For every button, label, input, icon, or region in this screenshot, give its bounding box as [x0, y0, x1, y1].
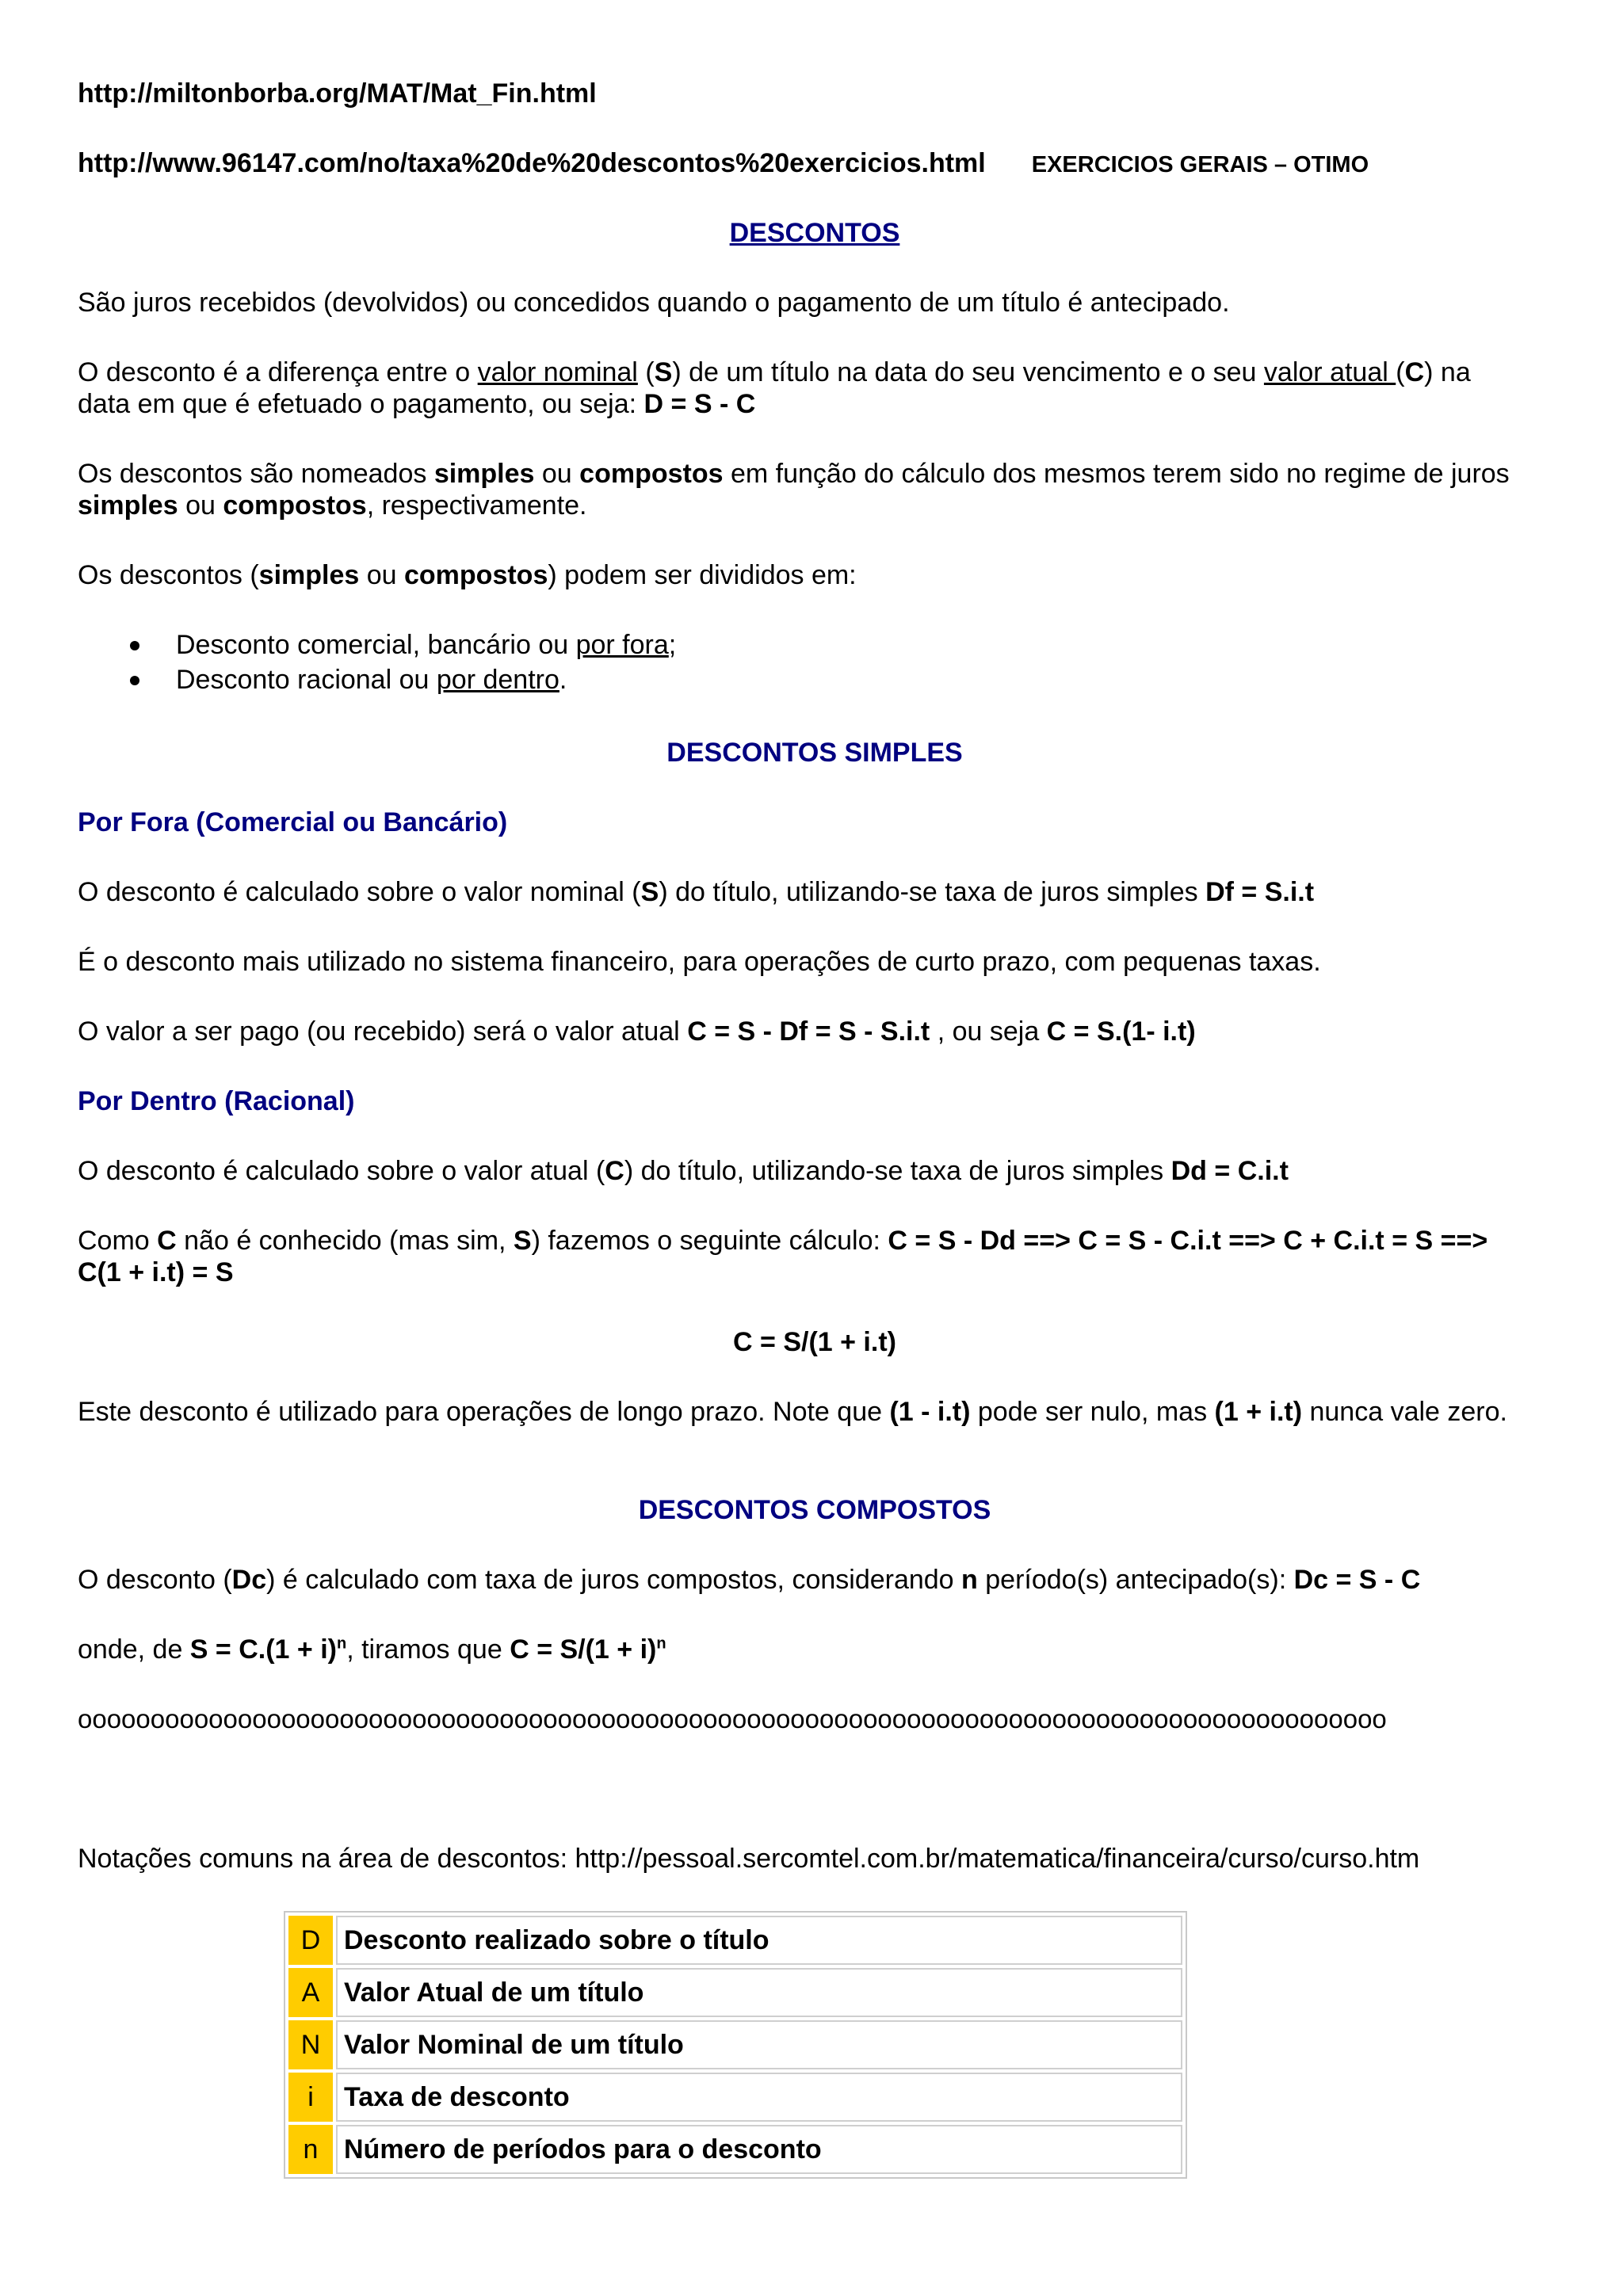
descontos-compostos-title: DESCONTOS COMPOSTOS	[638, 1495, 991, 1525]
por-dentro-title: Por Dentro (Racional)	[78, 1086, 355, 1116]
por-dentro-formula: C = S/(1 + i.t)	[733, 1327, 896, 1357]
notation-symbol: A	[288, 1968, 333, 2017]
bullet-icon	[130, 676, 139, 685]
bullet-icon	[130, 641, 139, 650]
link-note: EXERCICIOS GERAIS – OTIMO	[1031, 152, 1369, 177]
c1-text-a: O desconto (	[78, 1565, 232, 1595]
link-exercicios-line	[78, 147, 1552, 181]
notation-description: Valor Nominal de um título	[336, 2020, 1182, 2069]
p4-simples: simples	[258, 560, 360, 590]
bullet-text: Desconto comercial, bancário ou	[176, 630, 576, 660]
c2-formula-1: S = C.(1 + i)	[189, 1634, 337, 1665]
pd1-symbol-c: C	[605, 1156, 624, 1186]
p2-valor-nominal: valor nominal	[477, 357, 638, 387]
pf1-text-a: O desconto é calculado sobre o valor nominal (	[78, 877, 641, 907]
p3-simples: simples	[433, 459, 535, 489]
pd3-expr-1: (1 - i.t)	[889, 1397, 971, 1427]
notation-description: Valor Atual de um título	[336, 1968, 1182, 2017]
p4-text-a: Os descontos (	[78, 560, 259, 590]
pd3-text-a: Este desconto é utilizado para operações de longo prazo. Note que	[78, 1397, 890, 1427]
table-row	[288, 2020, 1182, 2069]
descontos-simples-title: DESCONTOS SIMPLES	[666, 738, 963, 768]
pd2-derivation: C = S - Dd ==> C = S - C.i.t ==> C + C.i.t = S ==>	[888, 1226, 1488, 1256]
p3-text-g: ou	[178, 490, 223, 521]
c2-exponent-2: n	[656, 1634, 666, 1653]
table-row	[288, 2073, 1182, 2122]
por-fora-p1	[78, 876, 1552, 908]
p4-text-e: ) podem ser divididos em:	[548, 560, 857, 590]
pd1-formula: Dd = C.i.t	[1170, 1156, 1289, 1186]
list-item	[78, 662, 1552, 697]
p2-symbol-s: S	[654, 357, 673, 387]
p2-valor-atual: valor atual	[1263, 357, 1396, 387]
descontos-p4	[78, 559, 1552, 591]
p4-text-c: ou	[359, 560, 404, 590]
separator-line: oooooooooooooooooooooooooooooooooooooooooooooooooooooooooooooooooooooooooooooooooooooooooo	[78, 1704, 1387, 1733]
c1-text-e: período(s) antecipado(s):	[977, 1565, 1294, 1595]
pf1-symbol-s: S	[640, 877, 659, 907]
pd2-symbol-c: C	[157, 1226, 177, 1256]
p3-text-a: Os descontos são nomeados	[78, 459, 434, 489]
pd3-text-c: pode ser nulo, mas	[970, 1397, 1215, 1427]
c2-text-a: onde, de	[78, 1634, 190, 1665]
pd2-text-c: não é conhecido (mas sim,	[176, 1226, 514, 1256]
pd2-text-a: Como	[78, 1226, 158, 1256]
pf1-formula: Df = S.i.t	[1205, 877, 1315, 907]
pd2-text-e: ) fazemos o seguinte cálculo:	[531, 1226, 888, 1256]
p2-text-c: (	[637, 357, 655, 387]
pf3-text-c: , ou seja	[930, 1016, 1047, 1047]
c1-symbol-n: n	[961, 1565, 978, 1595]
notation-description: Número de períodos para o desconto	[336, 2125, 1182, 2174]
bullet-underlined: por dentro	[436, 665, 559, 695]
table-row	[288, 2125, 1182, 2174]
p3-text-c: ou	[534, 459, 580, 489]
c1-formula: Dc = S - C	[1293, 1565, 1421, 1595]
bullet-text: Desconto racional ou	[176, 665, 437, 695]
descontos-p2	[78, 357, 1552, 420]
table-row	[288, 1916, 1182, 1965]
notation-symbol: N	[288, 2020, 333, 2069]
p3-compostos: compostos	[579, 459, 724, 489]
compostos-p1	[78, 1564, 1552, 1596]
p3-text-i: , respectivamente.	[366, 490, 587, 521]
c1-text-c: ) é calculado com taxa de juros compostos, considerando	[266, 1565, 962, 1595]
notation-symbol: n	[288, 2125, 333, 2174]
p2-text-g: (	[1396, 357, 1405, 387]
bullet-underlined: por fora	[575, 630, 669, 660]
link-96147[interactable]: http://www.96147.com/no/taxa%20de%20descontos%20exercicios.html	[78, 148, 986, 178]
notation-symbol: D	[288, 1916, 333, 1965]
por-dentro-p1	[78, 1155, 1552, 1187]
descontos-p3	[78, 458, 1552, 521]
por-dentro-p2	[78, 1225, 1552, 1288]
descontos-p1: São juros recebidos (devolvidos) ou concedidos quando o pagamento de um título é antecipado.	[78, 288, 1230, 318]
por-fora-title: Por Fora (Comercial ou Bancário)	[78, 807, 508, 837]
p3-compostos-2: compostos	[223, 490, 367, 521]
p2-symbol-c: C	[1404, 357, 1425, 387]
p2-text-a: O desconto é a diferença entre o	[78, 357, 478, 387]
c2-text-c: , tiramos que	[346, 1634, 510, 1665]
pf3-text-a: O valor a ser pago (ou recebido) será o valor atual	[78, 1016, 688, 1047]
c1-symbol-dc: Dc	[231, 1565, 267, 1595]
notacoes-table	[284, 1911, 1187, 2179]
por-fora-p2: É o desconto mais utilizado no sistema financeiro, para operações de curto prazo, com pequenas taxas.	[78, 947, 1321, 977]
p3-simples-2: simples	[78, 490, 178, 521]
por-dentro-p3	[78, 1396, 1552, 1428]
pf1-text-c: ) do título, utilizando-se taxa de juros simples	[659, 877, 1206, 907]
link-milton-borba[interactable]: http://miltonborba.org/MAT/Mat_Fin.html	[78, 78, 597, 109]
pd2-symbol-s: S	[513, 1226, 532, 1256]
por-fora-p3	[78, 1016, 1552, 1047]
bullet-punct: ;	[668, 630, 677, 660]
notation-description: Desconto realizado sobre o título	[336, 1916, 1182, 1965]
c2-exponent-1: n	[336, 1634, 347, 1653]
pf3-formula-2: C = S.(1- i.t)	[1046, 1016, 1196, 1047]
table-row	[288, 1968, 1182, 2017]
c2-formula-2: C = S/(1 + i)	[510, 1634, 657, 1665]
p3-text-e: em função do cálculo dos mesmos terem sido no regime de juros	[723, 459, 1510, 489]
pd1-text-c: ) do título, utilizando-se taxa de juros simples	[624, 1156, 1171, 1186]
p2-text-i: ) na	[1424, 357, 1471, 387]
pd1-text-a: O desconto é calculado sobre o valor atual (	[78, 1156, 605, 1186]
bullet-punct: .	[559, 665, 567, 695]
p2-formula: D = S - C	[643, 389, 756, 419]
list-item	[78, 627, 1552, 662]
notation-symbol: i	[288, 2073, 333, 2122]
notation-description: Taxa de desconto	[336, 2073, 1182, 2122]
p2-text-e: ) de um título na data do seu vencimento e o seu	[672, 357, 1264, 387]
compostos-p2	[78, 1634, 1552, 1665]
p4-compostos: compostos	[404, 560, 548, 590]
notacoes-intro: Notações comuns na área de descontos: http://pessoal.sercomtel.com.br/matematica/financeira/curso/curso.htm	[78, 1844, 1420, 1874]
descontos-types-list	[78, 627, 1552, 697]
descontos-title: DESCONTOS	[729, 218, 900, 248]
pd3-expr-2: (1 + i.t)	[1214, 1397, 1303, 1427]
pd3-text-e: nunca vale zero.	[1302, 1397, 1507, 1427]
p2-text-j: data em que é efetuado o pagamento, ou seja:	[78, 389, 644, 419]
pd2-result: C(1 + i.t) = S	[78, 1257, 234, 1287]
pf3-formula-1: C = S - Df = S - S.i.t	[687, 1016, 930, 1047]
